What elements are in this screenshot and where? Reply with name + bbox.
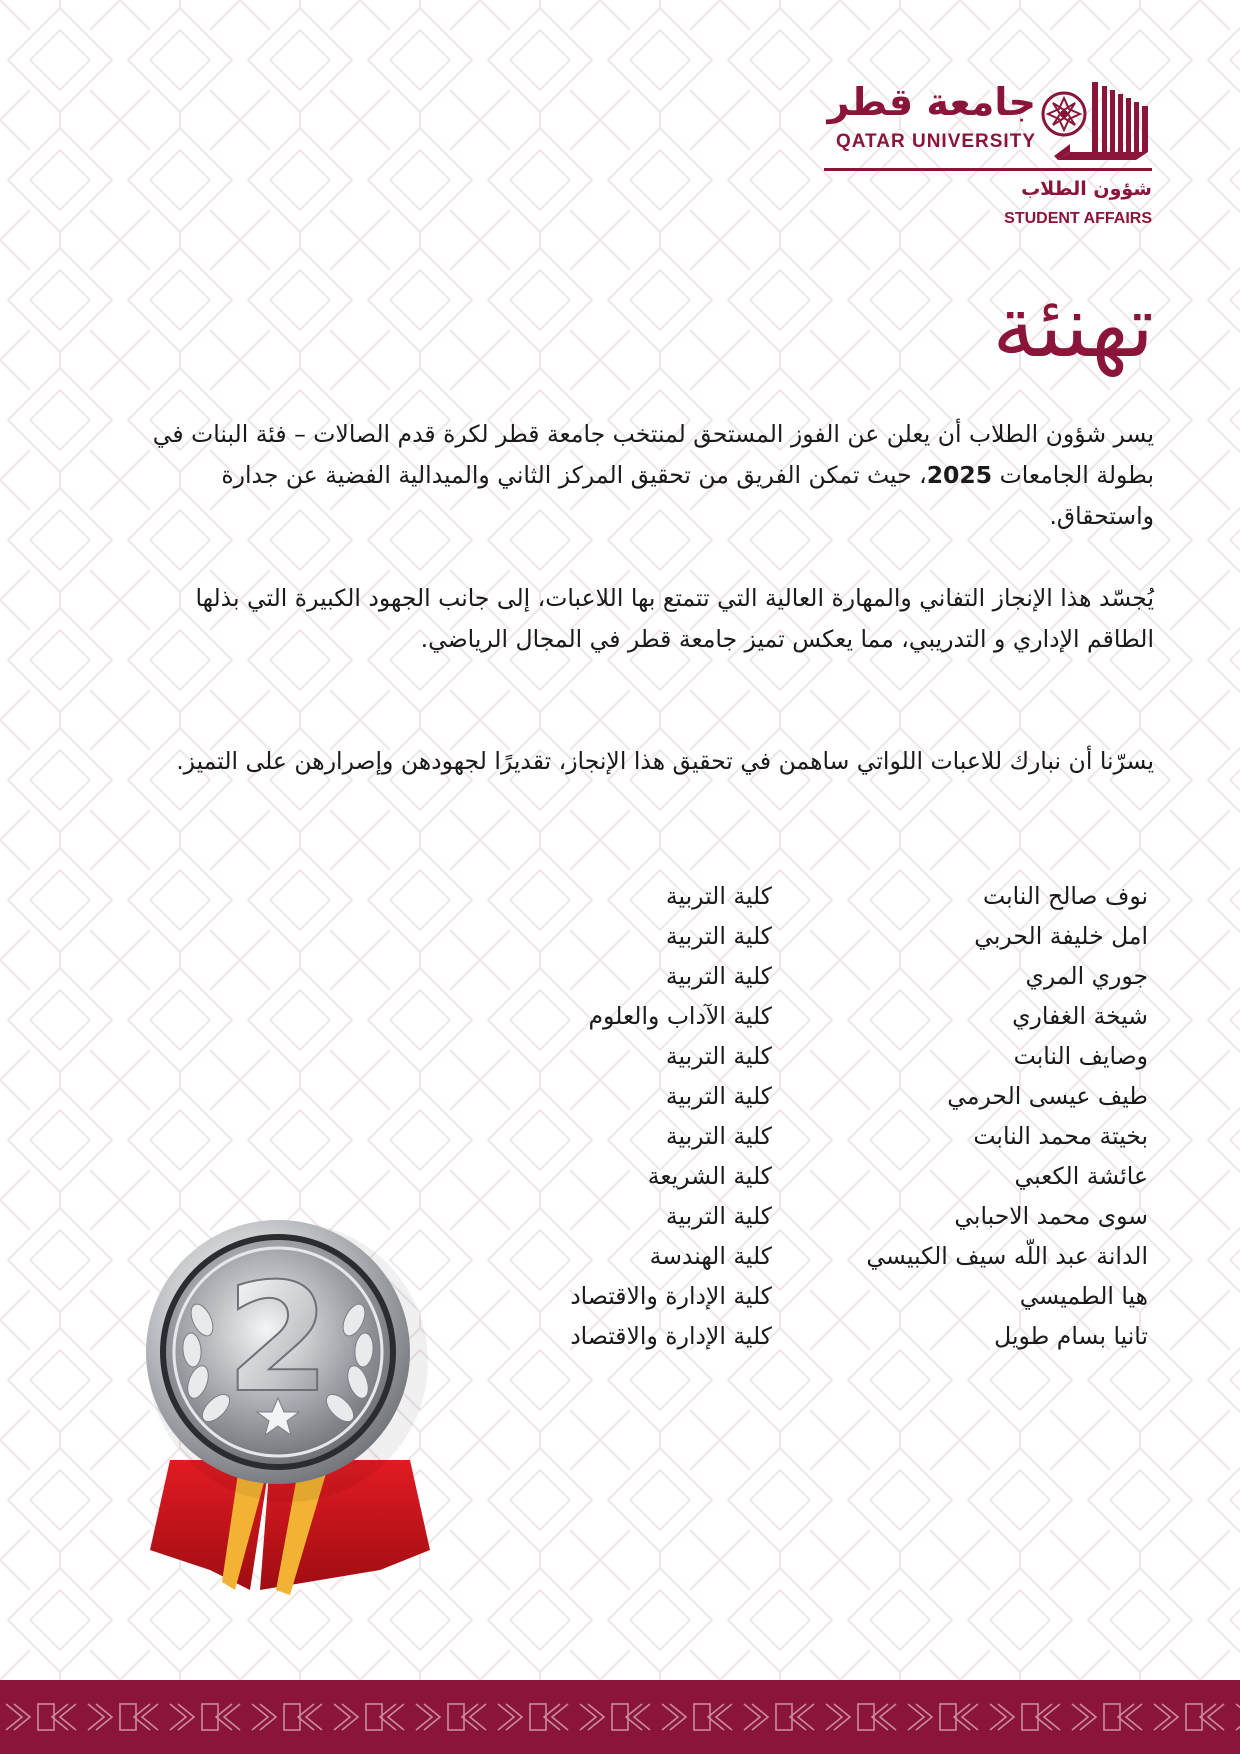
player-college: كلية الآداب والعلوم — [588, 1002, 772, 1030]
player-college: كلية التربية — [665, 1202, 772, 1230]
list-item — [448, 1036, 1148, 1076]
player-college: كلية الهندسة — [649, 1242, 772, 1270]
footer-pattern — [0, 1680, 1240, 1754]
silver-medal-icon — [110, 1210, 470, 1600]
player-college: كلية التربية — [665, 882, 772, 910]
player-college: كلية التربية — [665, 922, 772, 950]
list-item — [448, 1236, 1148, 1276]
player-name: عائشة الكعبي — [1014, 1162, 1148, 1190]
player-name: جوري المري — [1025, 962, 1148, 990]
player-name: نوف صالح النابت — [983, 882, 1148, 910]
player-name: طيف عيسى الحرمي — [947, 1082, 1148, 1110]
list-item — [448, 1116, 1148, 1156]
qatar-university-emblem-icon — [1040, 82, 1152, 160]
department-name-english: STUDENT AFFAIRS — [1004, 210, 1152, 227]
congratulation-paragraph: يسرّنا أن نبارك للاعبات اللواتي ساهمن في تحقيق هذا الإنجاز، تقديرًا لجهودهن وإصرارهن على التميز. — [176, 747, 1154, 775]
medal-place-number: 2 — [225, 1252, 331, 1426]
player-name: تانيا بسام طويل — [994, 1322, 1148, 1350]
announcement-text-end: ، حيث تمكن الفريق من تحقيق المركز الثاني والميدالية الفضية عن جدارة واستحقاق. — [221, 461, 1154, 530]
list-item — [448, 1076, 1148, 1116]
player-college: كلية الإدارة والاقتصاد — [570, 1322, 772, 1350]
list-item — [448, 1156, 1148, 1196]
player-name: شيخة الغفاري — [1012, 1002, 1148, 1030]
championship-year: 2025 — [926, 461, 993, 489]
list-item — [448, 1316, 1148, 1356]
list-item — [448, 956, 1148, 996]
player-name: سوى محمد الاحبابي — [954, 1202, 1148, 1230]
player-college: كلية التربية — [665, 1042, 772, 1070]
achievement-paragraph: يُجسّد هذا الإنجاز التفاني والمهارة العالية التي تتمتع بها اللاعبات، إلى جانب الجهود الكبيرة التي بذلها الطاقم الإداري و التدريبي، مما يعكس تميز جامعة قطر في المجال الرياضي. — [195, 584, 1154, 653]
player-college: كلية الإدارة والاقتصاد — [570, 1282, 772, 1310]
page-title: تهنئة — [992, 277, 1154, 377]
player-college: كلية التربية — [665, 1122, 772, 1150]
list-item — [448, 996, 1148, 1036]
list-item — [448, 916, 1148, 956]
player-college: كلية التربية — [665, 1082, 772, 1110]
player-name: هيا الطميسي — [1019, 1282, 1148, 1310]
list-item — [448, 1276, 1148, 1316]
player-name: الدانة عبد اللّه سيف الكبيسي — [866, 1242, 1148, 1270]
department-name-arabic: شؤون الطلاب — [1021, 178, 1152, 200]
players-list — [448, 876, 1148, 1356]
footer-band — [0, 1680, 1240, 1754]
player-college: كلية الشريعة — [647, 1162, 772, 1190]
logo-divider — [824, 168, 1152, 171]
list-item — [448, 876, 1148, 916]
player-name: امل خليفة الحربي — [974, 922, 1148, 950]
university-logo — [812, 78, 1152, 238]
announcement-text-start: يسر شؤون الطلاب أن يعلن عن الفوز المستحق لمنتخب جامعة قطر لكرة قدم الصالات – فئة البنات في بطولة الجامعات — [152, 420, 1154, 489]
player-name: بخيتة محمد النابت — [973, 1122, 1148, 1150]
university-name-arabic: جامعة قطر — [827, 80, 1036, 124]
player-college: كلية التربية — [665, 962, 772, 990]
list-item — [448, 1196, 1148, 1236]
player-name: وصايف النابت — [1013, 1042, 1148, 1070]
university-name-english: QATAR UNIVERSITY — [835, 131, 1036, 152]
announcement-paragraph — [144, 414, 1154, 537]
